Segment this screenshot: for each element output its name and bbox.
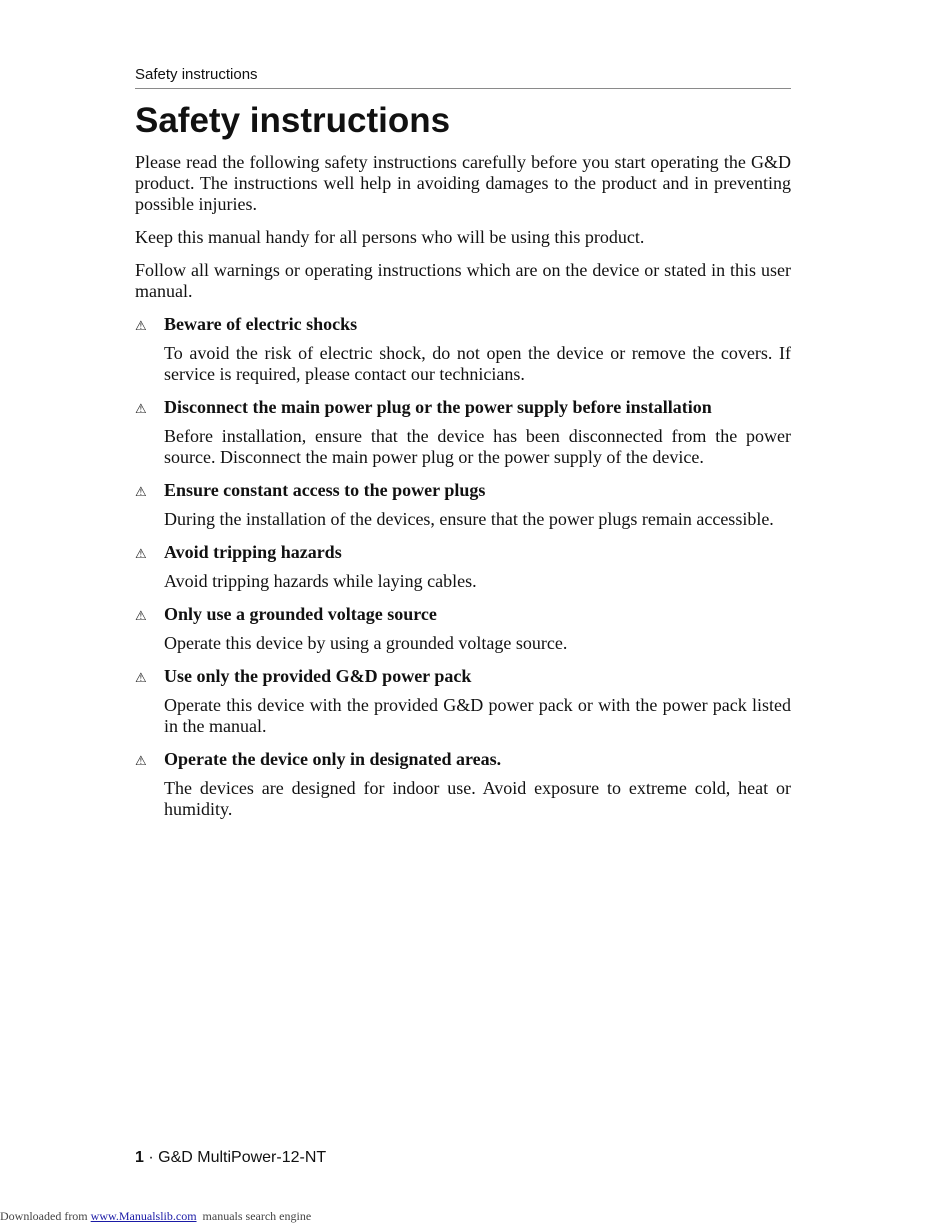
manualslib-link[interactable]: www.Manualslib.com bbox=[90, 1209, 197, 1223]
intro-paragraph: Follow all warnings or operating instructions which are on the device or stated in this user manual. bbox=[135, 260, 791, 301]
safety-item-text: To avoid the risk of electric shock, do not open the device or remove the covers. If service is required, please contact our technicians. bbox=[164, 343, 791, 384]
warning-triangle-icon: ⚠ bbox=[135, 485, 147, 500]
download-note-prefix: Downloaded from bbox=[0, 1209, 91, 1223]
safety-item bbox=[135, 480, 791, 530]
intro-paragraph: Please read the following safety instructions carefully before you start operating the G&D product. The instructions well help in avoiding damages to the product and in preventing possible injuries. bbox=[135, 152, 791, 214]
safety-item-title: Ensure constant access to the power plugs bbox=[164, 480, 486, 500]
safety-item-title: Avoid tripping hazards bbox=[164, 542, 342, 562]
safety-item-text: During the installation of the devices, ensure that the power plugs remain accessible. bbox=[164, 509, 774, 529]
safety-item-title: Operate the device only in designated areas. bbox=[164, 749, 502, 769]
safety-item bbox=[135, 749, 791, 820]
safety-item bbox=[135, 666, 791, 737]
safety-item bbox=[135, 542, 791, 592]
safety-item bbox=[135, 314, 791, 385]
page-title: Safety instructions bbox=[135, 101, 451, 140]
warning-triangle-icon: ⚠ bbox=[135, 754, 147, 769]
page-content bbox=[135, 152, 791, 832]
intro-paragraph: Keep this manual handy for all persons who will be using this product. bbox=[135, 227, 645, 247]
page-number: 1 bbox=[135, 1149, 144, 1166]
warning-triangle-icon: ⚠ bbox=[135, 402, 147, 417]
safety-item-title: Only use a grounded voltage source bbox=[164, 604, 437, 624]
warning-triangle-icon: ⚠ bbox=[135, 319, 147, 334]
warning-triangle-icon: ⚠ bbox=[135, 671, 147, 686]
warning-triangle-icon: ⚠ bbox=[135, 609, 147, 624]
page-footer bbox=[135, 1148, 326, 1168]
product-name: G&D MultiPower-12-NT bbox=[158, 1149, 327, 1166]
safety-item-text: Before installation, ensure that the device has been disconnected from the power source. Disconnect the main power plug or the power supply of the device. bbox=[164, 426, 791, 467]
safety-item-title: Beware of electric shocks bbox=[164, 314, 358, 334]
safety-item bbox=[135, 397, 791, 468]
safety-item-title: Use only the provided G&D power pack bbox=[164, 666, 472, 686]
running-header: Safety instructions bbox=[135, 66, 791, 89]
download-note-suffix: manuals search engine bbox=[196, 1209, 312, 1223]
safety-item-text: The devices are designed for indoor use. Avoid exposure to extreme cold, heat or humidity. bbox=[164, 778, 791, 819]
warning-triangle-icon: ⚠ bbox=[135, 547, 147, 562]
safety-item-text: Operate this device by using a grounded voltage source. bbox=[164, 633, 568, 653]
safety-item-text: Operate this device with the provided G&D power pack or with the power pack listed in the manual. bbox=[164, 695, 791, 736]
safety-item-title: Disconnect the main power plug or the power supply before installation bbox=[164, 397, 712, 417]
download-note bbox=[0, 1208, 311, 1224]
footer-separator: · bbox=[143, 1149, 159, 1166]
safety-item-text: Avoid tripping hazards while laying cables. bbox=[164, 571, 477, 591]
safety-item bbox=[135, 604, 791, 654]
